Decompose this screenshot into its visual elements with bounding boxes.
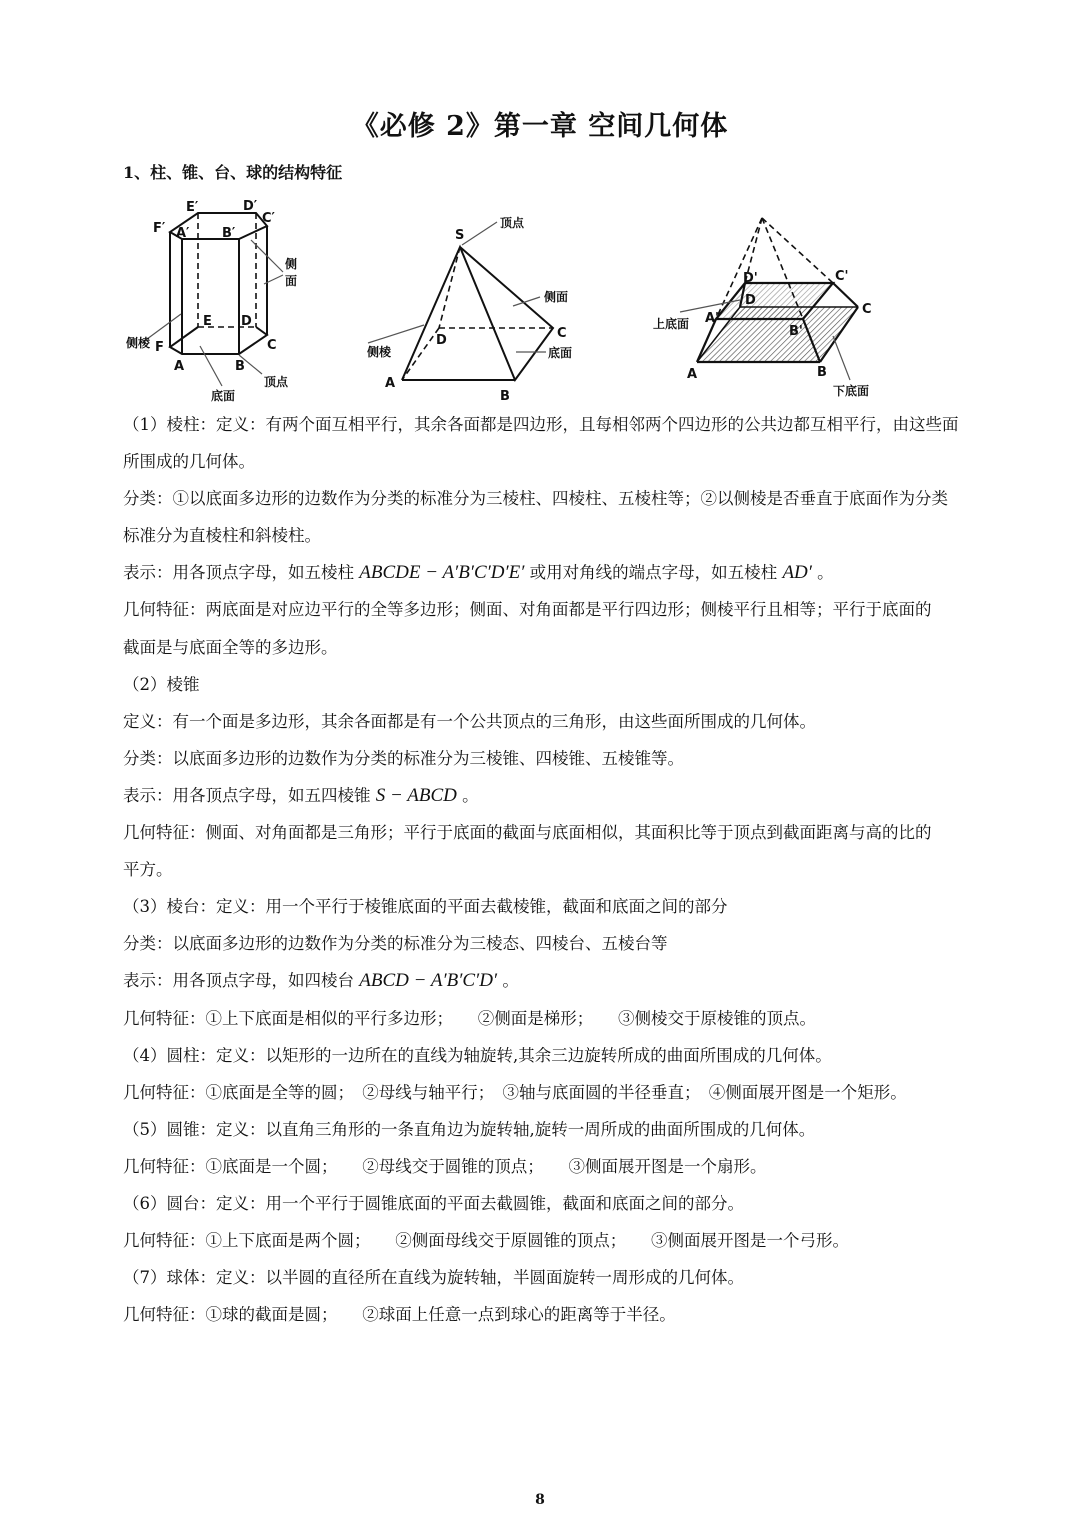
page-number: 8 [535,1492,545,1508]
svg-text:C: C [862,302,872,317]
cylinder-definition: （4）圆柱：定义：以矩形的一边所在的直线为轴旋转,其余三边旋转所成的曲面所围成的几何体。 [123,1045,832,1065]
svg-text:D: D [241,314,252,329]
text: 表示：用各顶点字母，如五棱柱 [123,563,360,583]
svg-text:B: B [817,365,827,380]
svg-text:E′: E′ [186,200,199,215]
svg-text:F′: F′ [153,221,166,236]
svg-text:A: A [174,359,185,374]
svg-text:C: C [557,326,567,341]
pyramid-labels [366,215,572,404]
math-expression: S − ABCD [375,784,457,806]
document-body [123,406,963,1333]
sphere-features: 几何特征：①球的截面是圆； ②球面上任意一点到球心的距离等于半径。 [123,1305,676,1325]
text: 。 [811,563,834,583]
prism-labels [125,199,297,403]
svg-text:下底面: 下底面 [833,384,870,398]
pyramid-notation [123,777,963,814]
truncated-cone-definition: （6）圆台：定义：用一个平行于圆锥底面的平面去截圆锥，截面和底面之间的部分。 [123,1193,744,1213]
text: 表示：用各顶点字母，如四棱台 [123,971,360,991]
svg-text:C': C' [835,269,849,284]
svg-text:D′: D′ [243,199,258,214]
math-expression: ABCDE − A′B′C′D′E′ [359,562,525,584]
svg-text:侧棱: 侧棱 [126,336,151,350]
text: 表示：用各顶点字母，如五四棱锥 [123,785,376,805]
truncated-cone-features: 几何特征：①上下底面是两个圆； ②侧面母线交于原圆锥的顶点； ③侧面展开图是一个弓形。 [123,1231,849,1251]
frustum-definition: （3）棱台：定义：用一个平行于棱锥底面的平面去截棱锥，截面和底面之间的部分 [123,897,728,917]
svg-text:顶点: 顶点 [500,216,525,230]
svg-text:S: S [455,228,465,243]
math-expression: AD′ [782,562,812,584]
svg-text:E: E [203,314,212,329]
svg-text:B': B' [789,324,803,339]
prism-features-cont: 截面是与底面全等的多边形。 [123,637,338,657]
cone-definition: （5）圆锥：定义：以直角三角形的一条直角边为旋转轴,旋转一周所成的曲面所围成的几何体。 [123,1119,816,1139]
svg-text:A′: A′ [176,226,190,241]
pyramid-classification: 分类：以底面多边形的边数作为分类的标准分为三棱锥、四棱锥、五棱锥等。 [123,748,684,768]
svg-text:B′: B′ [222,226,236,241]
cylinder-features: 几何特征：①底面是全等的圆； ②母线与轴平行； ③轴与底面圆的半径垂直； ④侧面展开图是一个矩形。 [123,1082,907,1102]
sphere-definition: （7）球体：定义：以半圆的直径所在直线为旋转轴，半圆面旋转一周形成的几何体。 [123,1268,744,1288]
svg-text:F: F [155,340,164,355]
svg-text:面: 面 [285,274,298,288]
hexagonal-prism-figure [143,213,283,386]
math-expression: ABCD − A′B′C′D′ [359,970,498,992]
svg-text:底面: 底面 [211,389,236,403]
svg-text:侧: 侧 [285,257,298,271]
cone-features: 几何特征：①底面是一个圆； ②母线交于圆锥的顶点； ③侧面展开图是一个扇形。 [123,1156,767,1176]
svg-text:D: D [436,333,447,348]
svg-text:侧面: 侧面 [544,290,569,304]
text: 或用对角线的端点字母，如五棱柱 [524,563,783,583]
section-heading: 1、柱、锥、台、球的结构特征 [123,163,343,182]
pyramid-definition: 定义：有一个面是多边形，其余各面都是有一个公共顶点的三角形，由这些面所围成的几何体。 [123,711,816,731]
pyramid-features: 几何特征：侧面、对角面都是三角形；平行于底面的截面与底面相似，其面积比等于顶点到截面距离与高的比的 [123,823,932,843]
svg-text:侧棱: 侧棱 [367,345,392,359]
svg-text:B: B [235,359,245,374]
svg-text:底面: 底面 [548,346,573,360]
svg-text:C′: C′ [262,211,275,226]
pyramid-figure [368,222,553,380]
svg-text:C: C [267,338,277,353]
frustum-classification: 分类：以底面多边形的边数作为分类的标准分为三棱态、四棱台、五棱台等 [123,934,668,954]
frustum-notation [123,962,963,999]
svg-text:A': A' [705,311,720,326]
svg-text:顶点: 顶点 [264,375,289,389]
pyramid-features-cont: 平方。 [123,860,173,880]
svg-text:A: A [385,376,396,391]
prism-features: 几何特征：两底面是对应边平行的全等多边形；侧面、对角面都是平行四边形；侧棱平行且相等；平行于底面的 [123,600,932,620]
svg-text:B: B [500,389,510,404]
page-title: 《必修 2》第一章 空间几何体 [351,111,729,142]
svg-text:D': D' [743,271,758,286]
prism-notation [123,554,963,591]
text: 。 [497,971,519,991]
figures [0,0,1080,410]
prism-definition: （1）棱柱：定义：有两个面互相平行，其余各面都是四边形，且每相邻两个四边形的公共边都互相平行，由这些面所围成的几何体。 [123,415,959,472]
prism-classification: 分类：①以底面多边形的边数作为分类的标准分为三棱柱、四棱柱、五棱柱等；②以侧棱是否垂直于底面作为分类标准分为直棱柱和斜棱柱。 [123,489,948,546]
frustum-figure [680,218,858,380]
pyramid-heading: （2）棱锥 [123,674,200,694]
svg-text:上底面: 上底面 [653,317,690,331]
text: 。 [456,785,479,805]
svg-text:A: A [687,367,698,382]
frustum-features: 几何特征：①上下底面是相似的平行多边形； ②侧面是梯形； ③侧棱交于原棱锥的顶点。 [123,1008,816,1028]
svg-text:D: D [745,293,756,308]
